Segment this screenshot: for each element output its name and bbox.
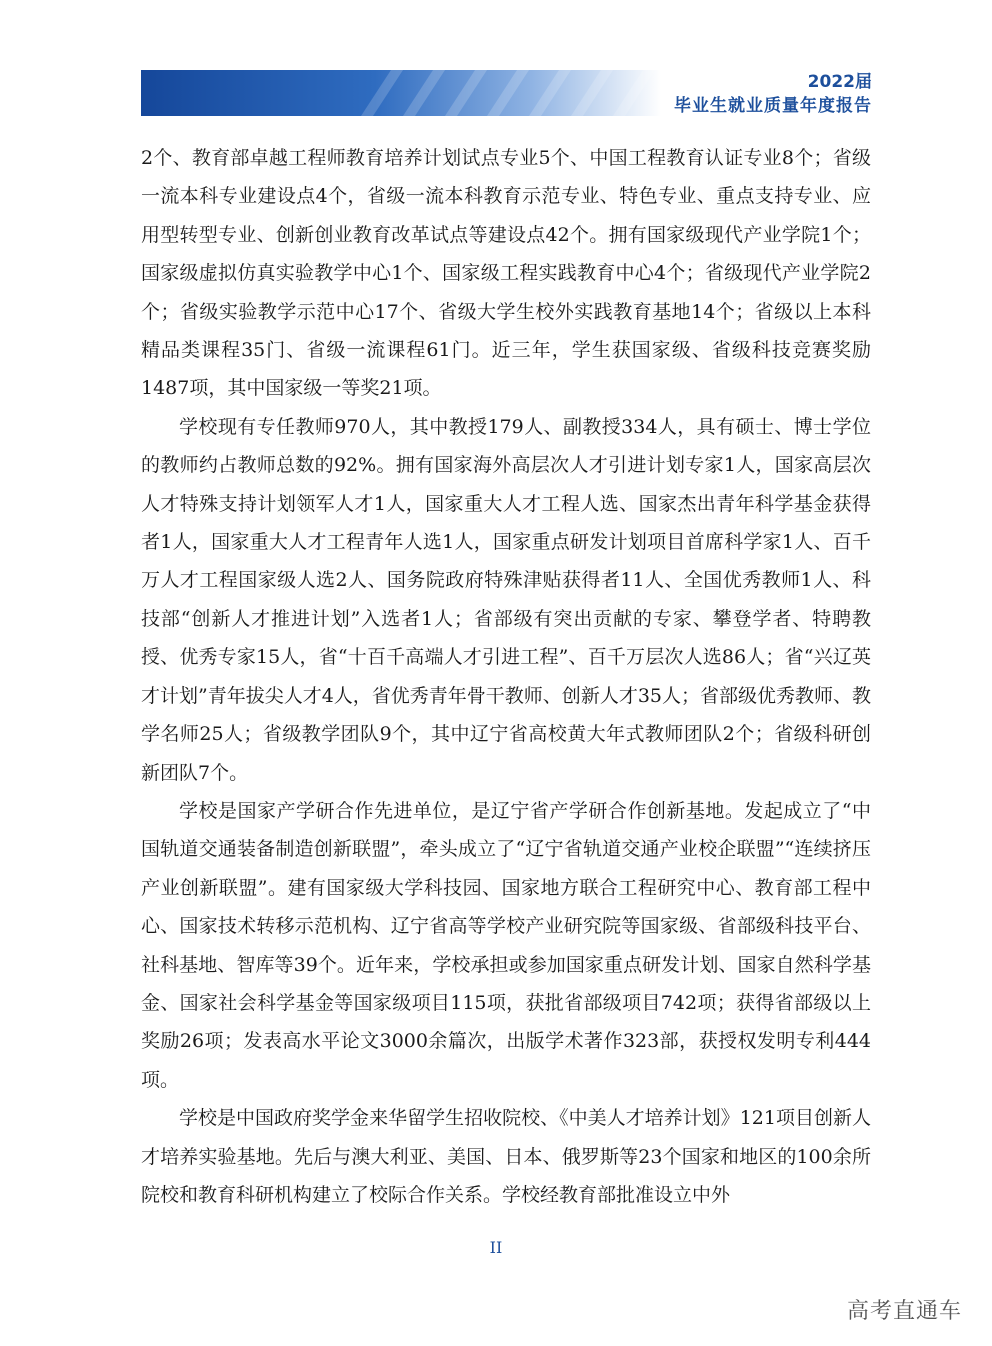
watermark-text: 高考直通车 bbox=[846, 1299, 962, 1324]
report-header bbox=[674, 70, 872, 118]
document-body bbox=[141, 139, 871, 1214]
header-title: 毕业生就业质量年度报告 bbox=[674, 96, 872, 116]
paragraph-1: 2个、教育部卓越工程师教育培养计划试点专业5个、中国工程教育认证专业8个；省级一流本科专业建设点4个，省级一流本科教育示范专业、特色专业、重点支持专业、应用型转型专业、创新创业教育改革试点等建设点42个。拥有国家级现代产业学院1个；国家级虚拟仿真实验教学中心1个、国家级工程实践教育中心4个；省级现代产业学院2个；省级实验教学示范中心17个、省级大学生校外实践教育基地14个；省级以上本科精品类课程35门、省级一流课程61门。近三年，学生获国家级、省级科技竞赛奖励1487项，其中国家级一等奖21项。 bbox=[141, 147, 871, 400]
header-gradient-band bbox=[141, 70, 661, 116]
paragraph-3: 学校是国家产学研合作先进单位，是辽宁省产学研合作创新基地。发起成立了“中国轨道交通装备制造创新联盟”，牵头成立了“辽宁省轨道交通产业校企联盟”“连续挤压产业创新联盟”。建有国家级大学科技园、国家地方联合工程研究中心、教育部工程中心、国家技术转移示范机构、辽宁省高等学校产业研究院等国家级、省部级科技平台、社科基地、智库等39个。近年来，学校承担或参加国家重点研发计划、国家自然科学基金、国家社会科学基金等国家级项目115项，获批省部级项目742项；获得省部级以上奖励26项；发表高水平论文3000余篇次，出版学术著作323部，获授权发明专利444项。 bbox=[141, 799, 871, 1091]
header-year: 2022届 bbox=[807, 72, 872, 92]
page-number: II bbox=[489, 1238, 503, 1257]
header-band-graphic bbox=[141, 70, 661, 116]
paragraph-2: 学校现有专任教师970人，其中教授179人、副教授334人，具有硕士、博士学位的教师约占教师总数的92%。拥有国家海外高层次人才引进计划专家1人，国家高层次人才特殊支持计划领军人才1人，国家重大人才工程人选、国家杰出青年科学基金获得者1人，国家重大人才工程青年人选1人，国家重点研发计划项目首席科学家1人、百千万人才工程国家级人选2人、国务院政府特殊津贴获得者11人、全国优秀教师1人、科技部“创新人才推进计划”入选者1人；省部级有突出贡献的专家、攀登学者、特聘教授、优秀专家15人，省“十百千高端人才引进工程”、百千万层次人选86人；省“兴辽英才计划”青年拔尖人才4人，省优秀青年骨干教师、创新人才35人；省部级优秀教师、教学名师25人；省级教学团队9个，其中辽宁省高校黄大年式教师团队2个；省级科研创新团队7个。 bbox=[141, 415, 871, 784]
paragraph-4: 学校是中国政府奖学金来华留学生招收院校、《中美人才培养计划》121项目创新人才培养实验基地。先后与澳大利亚、美国、日本、俄罗斯等23个国家和地区的100余所院校和教育科研机构建立了校际合作关系。学校经教育部批准设立中外 bbox=[141, 1107, 871, 1206]
